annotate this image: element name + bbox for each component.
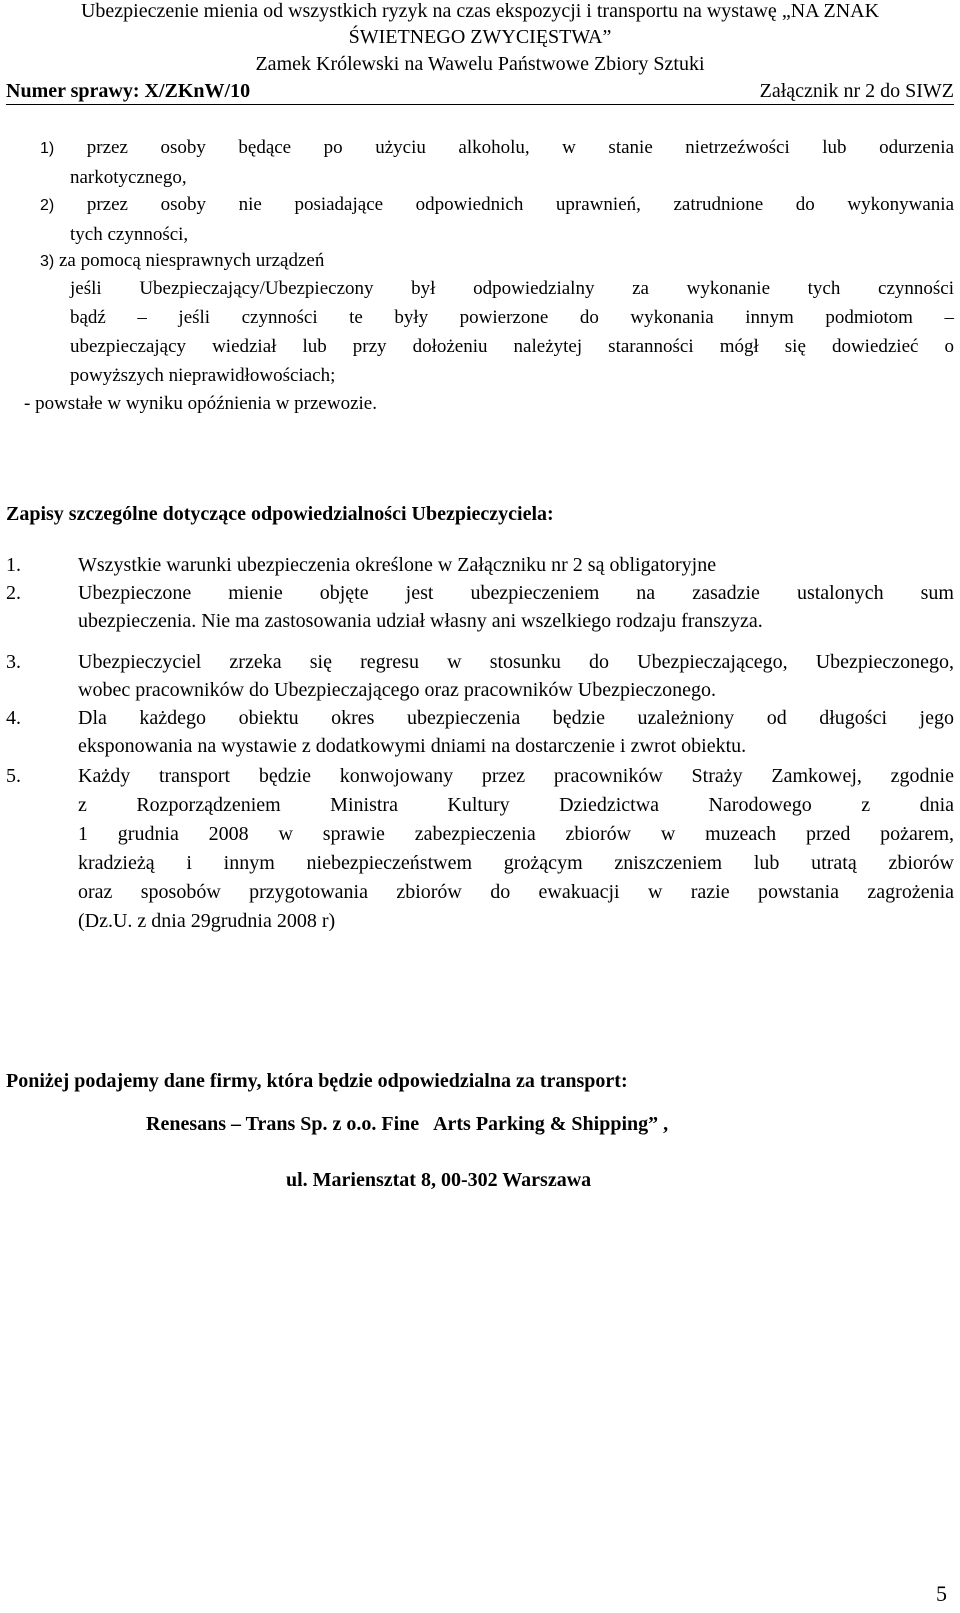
exclusion-item-2-number: 2) bbox=[40, 197, 55, 214]
special-item-5-line5: oraz sposobów przygotowania zbiorów do ewakuacji w razie powstania zagrożenia bbox=[78, 881, 954, 903]
page-number: 5 bbox=[936, 1581, 947, 1606]
header-divider bbox=[6, 104, 954, 105]
special-item-3-number: 3. bbox=[6, 651, 21, 673]
exclusion-item-3-number: 3) bbox=[40, 253, 55, 270]
special-item-5-line4: kradzieżą i innym niebezpieczeństwem grożącym zniszczeniem lub utratą zbiorów bbox=[78, 852, 954, 874]
transport-company: Renesans – Trans Sp. z o.o. Fine Arts Parking & Shipping” , bbox=[146, 1113, 669, 1135]
transport-address: ul. Mariensztat 8, 00-302 Warszawa bbox=[286, 1169, 592, 1191]
special-item-3-line2: wobec pracowników do Ubezpieczającego oraz pracowników Ubezpieczonego. bbox=[78, 679, 717, 701]
special-item-5-line3: 1 grudnia 2008 w sprawie zabezpieczenia zbiorów w muzeach przed pożarem, bbox=[78, 823, 954, 845]
special-item-4-line2: eksponowania na wystawie z dodatkowymi dniami na dostarczenie i zwrot obiektu. bbox=[78, 735, 747, 757]
special-item-5-number: 5. bbox=[6, 765, 21, 787]
header-title-line2: ŚWIETNEGO ZWYCIĘSTWA” bbox=[348, 26, 612, 48]
exclusion-item-3 bbox=[40, 246, 324, 276]
special-item-3-line1: Ubezpieczyciel zrzeka się regresu w stosunku do Ubezpieczającego, Ubezpieczonego, bbox=[78, 651, 954, 673]
delay-exclusion: - powstałe w wyniku opóźnienia w przewozie. bbox=[24, 393, 377, 414]
condition-line-1: jeśli Ubezpieczający/Ubezpieczony był odpowiedzialny za wykonanie tych czynności bbox=[70, 278, 954, 299]
exclusion-item-2 bbox=[40, 190, 954, 249]
exclusion-item-1-text: przez osoby będące po użyciu alkoholu, w stanie nietrzeźwości lub odurzenia bbox=[86, 137, 954, 158]
special-item-2-number: 2. bbox=[6, 582, 21, 604]
special-item-5-line1: Każdy transport będzie konwojowany przez pracowników Straży Zamkowej, zgodnie bbox=[78, 765, 954, 787]
header-title-line3: Zamek Królewski na Wawelu Państwowe Zbiory Sztuki bbox=[255, 53, 705, 75]
special-item-2-line1: Ubezpieczone mienie objęte jest ubezpieczeniem na zasadzie ustalonych sum bbox=[78, 582, 954, 604]
condition-line-2: bądź – jeśli czynności te były powierzone do wykonania innym podmiotom – bbox=[70, 307, 954, 328]
condition-line-4: powyższych nieprawidłowościach; bbox=[70, 365, 336, 386]
special-item-4-line1: Dla każdego obiektu okres ubezpieczenia będzie uzależniony od długości jego bbox=[78, 707, 954, 729]
special-provisions-heading: Zapisy szczególne dotyczące odpowiedzialności Ubezpieczyciela: bbox=[6, 503, 554, 525]
exclusion-item-2-text: przez osoby nie posiadające odpowiednich uprawnień, zatrudnione do wykonywania bbox=[86, 194, 954, 215]
condition-line-3: ubezpieczający wiedział lub przy dołożeniu należytej staranności mógł się dowiedzieć o bbox=[70, 336, 954, 357]
special-item-2-line2: ubezpieczenia. Nie ma zastosowania udział własny ani wszelkiego rodzaju franszyza. bbox=[78, 610, 763, 632]
exclusion-item-1 bbox=[40, 133, 954, 192]
header-title-line1: Ubezpieczenie mienia od wszystkich ryzyk na czas ekspozycji i transportu na wystawę „NA ZNAK bbox=[80, 0, 880, 22]
special-item-5-line2: z Rozporządzeniem Ministra Kultury Dziedzictwa Narodowego z dnia bbox=[78, 794, 954, 816]
exclusion-item-1-number: 1) bbox=[40, 140, 55, 157]
exclusion-item-2-line1 bbox=[40, 190, 954, 220]
case-number: Numer sprawy: X/ZKnW/10 bbox=[6, 80, 251, 102]
special-item-1-number: 1. bbox=[6, 554, 21, 576]
annex-label: Załącznik nr 2 do SIWZ bbox=[759, 80, 954, 102]
exclusion-item-1-line2: narkotycznego, bbox=[70, 167, 187, 188]
special-item-5-line6: (Dz.U. z dnia 29grudnia 2008 r) bbox=[78, 910, 336, 932]
transport-heading: Poniżej podajemy dane firmy, która będzie odpowiedzialna za transport: bbox=[6, 1070, 628, 1092]
exclusion-item-2-line2: tych czynności, bbox=[70, 224, 189, 245]
exclusion-item-3-text: za pomocą niesprawnych urządzeń bbox=[58, 250, 325, 271]
exclusion-item-1-line1 bbox=[40, 133, 954, 163]
special-item-1-line1: Wszystkie warunki ubezpieczenia określone w Załączniku nr 2 są obligatoryjne bbox=[78, 554, 717, 576]
special-item-4-number: 4. bbox=[6, 707, 21, 729]
